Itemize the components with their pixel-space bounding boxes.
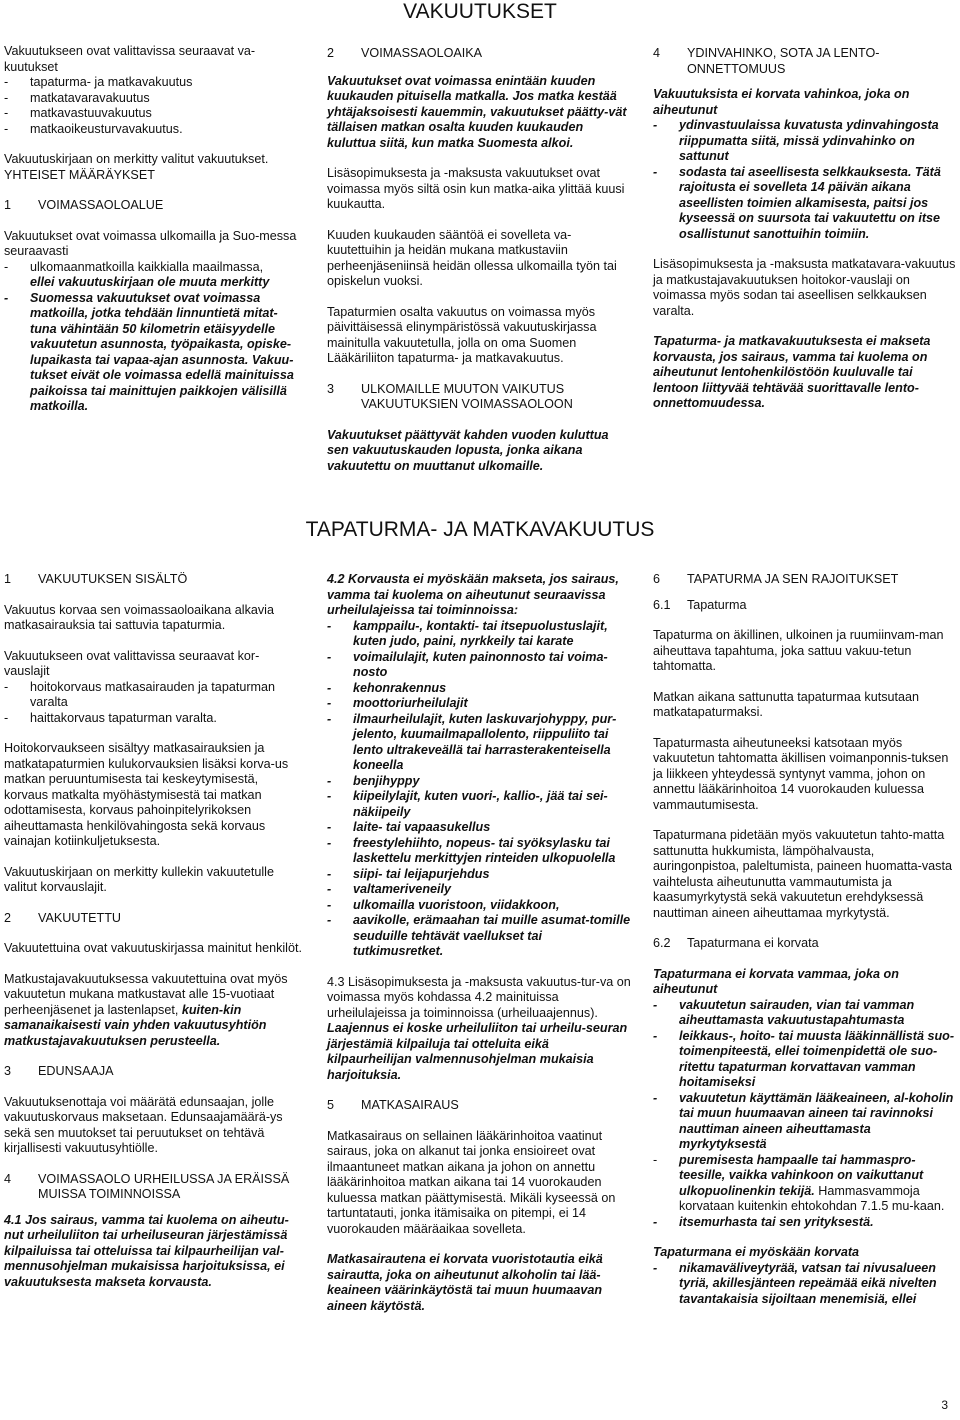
list-item: - valtameriveneily [327, 882, 632, 898]
bottom-column-1 [4, 572, 304, 1305]
heading-number: 1 [4, 572, 12, 586]
heading-number: 3 [4, 1064, 12, 1078]
paragraph: Matkasairaus on sellainen lääkärinhoitoa vaatinut sairaus, joka on alkanut tai jonka ensioireet ovat ilmaantuneet matkan aikana ja johon on annettu lääkärinhoitoa matkan aikana tai 14 vuorokauden kuluessa matkan päättymisestä. Mikäli kyseessä on tartuntatauti, jonka itämisaika on pitempi, ei 14 vuorokauden määräaikaa sovelleta. [327, 1128, 616, 1236]
heading-text: ULKOMAILLE MUUTON VAIKUTUS VAKUUTUKSIEN VOIMASSAOLOON [361, 381, 573, 411]
list-item: - kiipeilylajit, kuten vuori-, kallio-, jää tai sei-näkiipeily [327, 789, 632, 820]
paragraph [4, 972, 304, 1050]
paragraph: Tapaturmasta aiheutuneeksi katsotaan myös vakuutetun tahtomatta äkillisen voimanponnis-tuksen ja liikkeen yhteydessä syntynyt vamma, johon on annettu lääkärinhoitoa 14 vuorokauden kuluessa vammautumisesta. [653, 735, 949, 812]
paragraph: Tapaturmana pidetään myös vakuutetun tahto-matta sattunutta hukkumista, lämpöhalvausta, auringonpistoa, paleltumista, paineen huomatta-vasta vaihtelusta aiheutunutta vammautumista ja kaasumyrkytystä sekä vakuutetun erehdyksessä nauttiman aineen aiheuttamaa myrkytystä. [653, 828, 952, 920]
list-item-emphasis: puremisesta hampaalle tai hammaspro-teesille, vaikka vahinkoon on vaikuttanut ulkopuolinenkin tekijä. [679, 1152, 924, 1198]
list-item: - ilmaurheilulajit, kuten laskuvarjohyppy, pur-jelento, kuumailmapallolento, riippuliito tai lento ultrakeveällä tai harrasterakenteisella koneella [327, 712, 632, 774]
heading-text: VAKUUTUKSEN SISÄLTÖ [38, 572, 188, 586]
paragraph-emphasis: Laajennus ei koske urheiluliiton tai urheilu-seuran järjestämiä kilpailuja tai otteluita eikä kilpaurheilijan valmennusohjelman mukaisia harjoituksia. [327, 1021, 628, 1082]
paragraph: Kuuden kuukauden sääntöä ei sovelleta va-kuutettuihin ja heidän mukana matkustaviin perheenjäseniinsä heidän ollessa ulkomailla työn tai opiskelun vuoksi. [327, 227, 617, 288]
section-heading [327, 382, 632, 413]
heading-number: 4 [4, 1171, 12, 1186]
section-heading [4, 1064, 304, 1080]
heading-number: 6.1 [653, 597, 671, 612]
paragraph: Tapaturmana ei korvata vammaa, joka on aiheutunut [653, 966, 899, 996]
list-item: - siipi- tai leijapurjehdus [327, 867, 632, 883]
paragraph-text: 4.3 Lisäsopimuksesta ja -maksusta vakuutus-tur-va on voimassa myös kohdassa 4.2 mainituissa urheilulajeissa ja toiminnoissa (urheiluaajennus). [327, 974, 631, 1020]
section-heading [327, 46, 632, 62]
heading-number: 3 [327, 381, 335, 396]
subsection-heading [653, 936, 956, 952]
paragraph: Tapaturma- ja matkavakuutuksesta ei makseta korvausta, jos sairaus, vamma tai kuolema on aiheutunut lentohenkilöstöön kuuluvalle tai lentoon liittyvää tehtävää suorittavalle lento-onnettomuudessa. [653, 334, 931, 410]
list-item: - sodasta tai aseellisesta selkkauksesta. Tätä rajoitusta ei sovelleta 14 päivän aikana aseellisten toimien alkamisesta, paitsi jos kyseessä on suursota tai vakuutettu on itse osallistunut sanottuihin toimiin. [653, 165, 956, 243]
list-item [653, 1153, 956, 1215]
list-item: - vakuutetun käyttämän lääkeaineen, al-koholin tai muun huumaavan aineen tai ravinnoksi nauttiman aineen aiheuttamasta myrkytyksestä [653, 1091, 956, 1153]
heading-number: 6 [653, 572, 661, 586]
compensation-list [4, 680, 304, 727]
heading-text: MATKASAIRAUS [361, 1098, 459, 1112]
list-item: - laite- tai vapaasukellus [327, 820, 632, 836]
paragraph: Vakuutuksista ei korvata vahinkoa, joka on aiheutunut [653, 87, 910, 117]
list-item: - ydinvastuulaissa kuvatusta ydinvahingosta riippumatta siitä, missä ydinvahinko on sattunut [653, 118, 956, 165]
heading-text: TAPATURMA JA SEN RAJOITUKSET [687, 572, 899, 586]
heading-text: YDINVAHINKO, SOTA JA LENTO-ONNETTOMUUS [687, 46, 880, 76]
top-column-3 [653, 46, 956, 427]
section-heading [4, 1172, 304, 1203]
list-item: - ulkomailla vuoristoon, viidakkoon, [327, 898, 632, 914]
heading-number: 5 [327, 1098, 335, 1112]
list-item: - hoitokorvaus matkasairauden ja tapaturman varalta [4, 680, 304, 711]
paragraph-text: Matkustajavakuutuksessa vakuutettuina ovat myös vakuutetun mukana matkustavat alle 15-vuotiaat perheenjäsenet ja lastenlapset, [4, 971, 288, 1017]
list-item: - haittakorvaus tapaturman varalta. [4, 711, 304, 727]
paragraph: Tapaturma on äkillinen, ulkoinen ja ruumiinvam-man aiheuttava tapahtuma, joka sattuu vakuu-tetun tahtomatta. [653, 628, 944, 673]
paragraph: Vakuutettuina ovat vakuutuskirjassa mainitut henkilöt. [4, 941, 302, 955]
paragraph: Matkan aikana sattunutta tapaturmaa kutsutaan matkatapaturmaksi. [653, 689, 920, 719]
paragraph: 4.2 Korvausta ei myöskään makseta, jos sairaus, vamma tai kuolema on aiheutunut seuraavissa urheilulajeissa tai toiminnoissa: [327, 572, 619, 617]
section-heading [4, 198, 304, 214]
list-item: - kehonrakennus [327, 681, 632, 697]
heading-number: 6.2 [653, 936, 671, 950]
heading-text: VOIMASSAOLO URHEILUSSA JA ERÄISSÄ MUISSA TOIMINNOISSA [38, 1171, 290, 1201]
list-item: - moottoriurheilulajit [327, 696, 632, 712]
paragraph: Vakuutukset ovat voimassa enintään kuuden kuukauden pituisella matkalla. Jos matka kestää yhtäjaksoisesti kauemmin, vakuutukset päätty-vät tällaisen matkan osalta kuuden kuukauden kuluttua siitä, kun matka Suomesta alkoi. [327, 73, 627, 150]
heading-text: VAKUUTETTU [38, 910, 122, 925]
paragraph: Vakuutus korvaa sen voimassaoloaikana alkavia matkasairauksia tai sattuvia tapaturmia. [4, 602, 274, 632]
section-title: TAPATURMA- JA MATKAVAKUUTUS [305, 518, 655, 541]
page-number: 3 [941, 1398, 948, 1412]
paragraph: Lisäsopimuksesta ja -maksusta vakuutukset ovat voimassa myös siltä osin kun matka-aika ylittää kuusi kuukautta. [327, 166, 625, 211]
injury-exclusion-list [653, 998, 956, 1231]
page-title: VAKUUTUKSET [403, 0, 557, 23]
heading-text: Tapaturma [687, 597, 747, 612]
intro-text: Vakuutukseen ovat valittavissa seuraavat va-kuutukset [4, 44, 256, 74]
list-item: - benjihyppy [327, 774, 632, 790]
paragraph: Hoitokorvaukseen sisältyy matkasairauksien ja matkatapaturmien kulukorvauksien lisäksi korva-us matkan peruuntumisesta tai keskeytymisestä, korvaus matkalta myöhästymisestä tai matkan odottamisesta, korvaus pahoinpitelyrikoksen aiheuttamasta henkilövahingosta sekä korvaus vainajan kotiinkuljetuksesta. [4, 741, 289, 848]
list-item: - itsemurhasta tai sen yrityksestä. [653, 1215, 956, 1231]
list-item [4, 260, 304, 291]
list-item: - freestylehiihto, nopeus- tai syöksylasku tai laskettelu merkittyjen rinteiden ulkopuolella [327, 836, 632, 867]
section-heading [4, 572, 304, 588]
area-list [4, 260, 304, 415]
injury-exclusion-list-2 [653, 1261, 956, 1308]
paragraph: Vakuutukseen ovat valittavissa seuraavat kor-vauslajit [4, 648, 260, 678]
paragraph-emphasis: kuiten-kin samanaikaisesti vain yhden vakuutusyhtiön matkustajavakuutuksen perusteella. [4, 1002, 267, 1048]
list-item: - leikkaus-, hoito- tai muusta lääkinnällistä suo-toimenpiteestä, ellei toimenpidettä ole suo-ritettu tapaturman korvattavan vamman hoitamiseksi [653, 1029, 956, 1091]
list-item: - matkatavaravakuutus [4, 91, 304, 107]
section-heading: YHTEISET MÄÄRÄYKSET [4, 167, 155, 182]
list-item: - kamppailu-, kontakti- tai itsepuolustuslajit, kuten judo, paini, nyrkkeily tai karate [327, 619, 632, 650]
list-item: - nikamaväliveytyrää, vatsan tai nivusalueen tyriä, akillesjänteen repeämää eikä nivelten tavantakaisia sijoiltaan menemisiä, ellei [653, 1261, 956, 1308]
heading-number: 1 [4, 198, 12, 212]
paragraph: Vakuutukset päättyvät kahden vuoden kuluttua sen vakuutuskauden lopusta, jonka aikana vakuutettu on muuttanut ulkomaille. [327, 427, 609, 473]
top-column-2 [327, 46, 632, 489]
heading-text: VOIMASSAOLOALUE [38, 198, 164, 212]
section-heading [653, 572, 956, 588]
list-item: - voimailulajit, kuten painonnosto tai voima-nosto [327, 650, 632, 681]
section-heading [327, 1098, 632, 1114]
list-item-text: Hammasvammoja korvataan kuitenkin ehtokohdan 7.1.5 mu-kaan. [679, 1183, 945, 1213]
heading-text: Tapaturmana ei korvata [687, 936, 819, 950]
heading-text: VOIMASSAOLOAIKA [361, 46, 483, 60]
paragraph: Vakuutuskirjaan on merkitty valitut vakuutukset. [4, 152, 269, 166]
heading-number: 4 [653, 46, 661, 60]
paragraph: Vakuutuskirjaan on merkitty kullekin vakuutetulle valitut korvauslajit. [4, 864, 274, 894]
bottom-column-2 [327, 572, 632, 1329]
list-item: - aavikolle, erämaahan tai muille asumat-tomille seuduille tehtävät vaellukset tai tutkimusretket. [327, 913, 632, 960]
list-item: - tapaturma- ja matkavakuutus [4, 75, 304, 91]
paragraph: Matkasairautena ei korvata vuoristotautia eikä sairautta, joka on aiheutunut alkoholin tai lää-keaineen väärinkäytöstä tai muun huumaavan aineen käytöstä. [327, 1252, 603, 1313]
top-column-1 [4, 44, 304, 430]
heading-number: 2 [327, 46, 335, 60]
list-item: - matkaoikeusturvavakuutus. [4, 122, 304, 138]
sports-list [327, 619, 632, 960]
list-item: - matkavastuuvakuutus [4, 106, 304, 122]
exclusion-list [653, 118, 956, 242]
paragraph: 4.1 Jos sairaus, vamma tai kuolema on aiheutu-nut urheiluliiton tai urheiluseuran järjestämissä kilpailuissa tai otteluissa tai kilpaurheilijan val-mennusohjelman mukaisissa harjoituksissa, ei vakuutuksesta makseta korvausta. [4, 1212, 289, 1289]
paragraph: Lisäsopimuksesta ja -maksusta matkatavara-vakuutus ja matkustajavakuutuksen hoitokor-vauslaji on voimassa myös sodan tai aseellisen selkkauksen varalta. [653, 257, 956, 318]
paragraph: Vakuutuksenottaja voi määrätä edunsaajan, jolle vakuutuskorvaus maksetaan. Edunsaajamäärä-ys sekä sen muutokset tai peruutukset on tehtävä kirjallisesti vakuutusyhtiölle. [4, 1094, 283, 1155]
paragraph: Tapaturmien osalta vakuutus on voimassa myös päivittäisessä elinympäristössä vakuutuskirjassa mainitulla vakuutetulla, jolla on oma Suomen Lääkäriliiton tapaturma- ja matkavakuutus. [327, 304, 597, 365]
section-heading [653, 46, 956, 77]
list-item-emphasis: ellei vakuutuskirjaan ole muuta merkitty [30, 275, 270, 289]
insurance-list [4, 75, 304, 137]
subsection-heading [653, 598, 956, 614]
list-item: - vakuutetun sairauden, vian tai vamman aiheuttamasta vakuutustapahtumasta [653, 998, 956, 1029]
paragraph [327, 975, 632, 1084]
section-heading [4, 911, 304, 927]
bottom-column-3 [653, 572, 956, 1307]
paragraph: Vakuutukset ovat voimassa ulkomailla ja Suo-messa seuraavasti [4, 228, 297, 258]
heading-number: 2 [4, 910, 12, 925]
list-item: - Suomessa vakuutukset ovat voimassa matkoilla, jotka tehdään linnuntietä mitat-tuna vähintään 50 kilometrin etäisyydelle vakuutetun asunnosta, työpaikasta, opiske-lupaikasta tai vapaa-ajan asunnosta. Vakuu-tukset eivät ole voimassa edellä mainituissa paikoissa tai mainittujen paikkojen välisillä matkoilla. [4, 291, 304, 415]
list-item-text: ulkomaanmatkoilla kaikkialla maailmassa, [30, 259, 264, 274]
heading-text: EDUNSAAJA [38, 1064, 114, 1078]
paragraph: Tapaturmana ei myöskään korvata [653, 1245, 860, 1259]
